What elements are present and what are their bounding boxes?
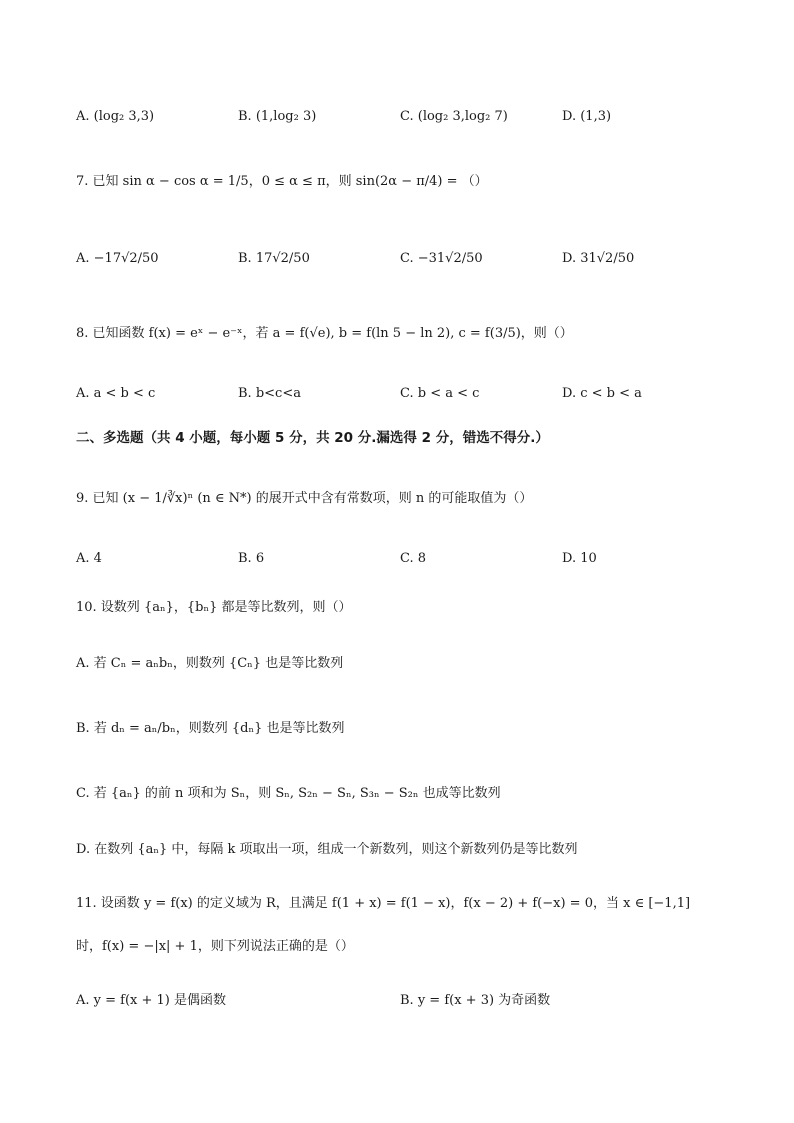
q8-option-d: D. c < b < a — [562, 386, 642, 401]
q7-option-b: B. 17√2/50 — [238, 251, 310, 266]
q8-option-b: B. b<c<a — [238, 386, 301, 401]
q7-option-a: A. −17√2/50 — [76, 251, 159, 266]
q10-option-c: C. 若 {aₙ} 的前 n 项和为 Sₙ，则 Sₙ, S₂ₙ − Sₙ, S₃ₙ − S₂ₙ 也成等比数列 — [76, 786, 501, 801]
q10-option-d: D. 在数列 {aₙ} 中，每隔 k 项取出一项，组成一个新数列，则这个新数列仍是等比数列 — [76, 842, 578, 857]
q11-stem-line1: 11. 设函数 y = f(x) 的定义域为 R，且满足 f(1 + x) = f(1 − x)，f(x − 2) + f(−x) = 0，当 x ∈ [−1,1] — [76, 896, 691, 911]
q9-stem: 9. 已知 (x − 1/∛x)ⁿ (n ∈ N*) 的展开式中含有常数项，则 n 的可能取值为（） — [76, 491, 533, 506]
q6-option-b: B. (1,log₂ 3) — [238, 109, 317, 124]
q11-option-b: B. y = f(x + 3) 为奇函数 — [400, 993, 551, 1008]
q7-option-d: D. 31√2/50 — [562, 251, 635, 266]
q8-option-c: C. b < a < c — [400, 386, 480, 401]
q7-stem: 7. 已知 sin α − cos α = 1/5，0 ≤ α ≤ π，则 sin(2α − π/4) = （） — [76, 174, 488, 189]
q10-option-b: B. 若 dₙ = aₙ/bₙ，则数列 {dₙ} 也是等比数列 — [76, 721, 345, 736]
q9-option-a: A. 4 — [76, 551, 102, 566]
q9-option-c: C. 8 — [400, 551, 427, 566]
q11-option-a: A. y = f(x + 1) 是偶函数 — [76, 993, 227, 1008]
q6-option-a: A. (log₂ 3,3) — [76, 109, 155, 124]
section-heading-multiple-choice: 二、多选题（共 4 小题，每小题 5 分，共 20 分.漏选得 2 分，错选不得分.） — [76, 430, 549, 446]
q6-option-d: D. (1,3) — [562, 109, 612, 124]
q8-option-a: A. a < b < c — [76, 386, 156, 401]
q9-option-b: B. 6 — [238, 551, 265, 566]
q9-option-d: D. 10 — [562, 551, 597, 566]
q10-option-a: A. 若 Cₙ = aₙbₙ，则数列 {Cₙ} 也是等比数列 — [76, 656, 344, 671]
q7-option-c: C. −31√2/50 — [400, 251, 483, 266]
q8-stem: 8. 已知函数 f(x) = eˣ − e⁻ˣ，若 a = f(√e), b = f(ln 5 − ln 2), c = f(3/5)，则（） — [76, 326, 573, 341]
q11-stem-line2: 时，f(x) = −|x| + 1，则下列说法正确的是（） — [76, 939, 354, 954]
q10-stem: 10. 设数列 {aₙ}，{bₙ} 都是等比数列，则（） — [76, 600, 352, 615]
q6-option-c: C. (log₂ 3,log₂ 7) — [400, 109, 508, 124]
